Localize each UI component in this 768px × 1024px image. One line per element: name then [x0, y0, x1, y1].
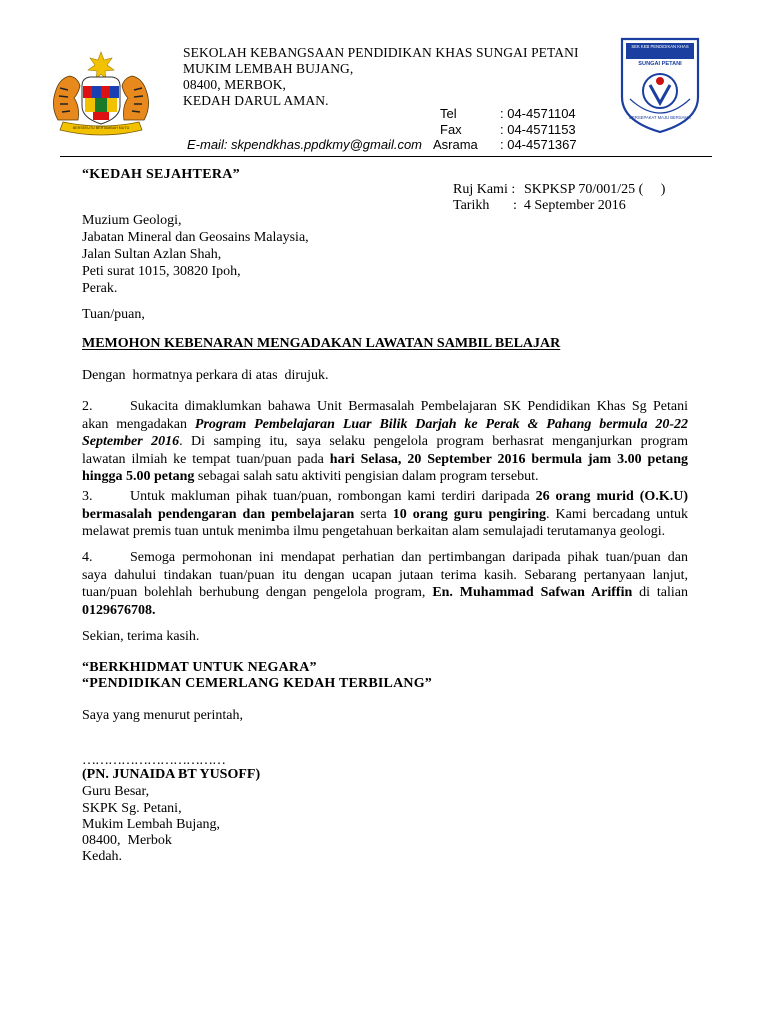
date-label: Tarikh [453, 198, 490, 213]
school-address-line-2: 08400, MERBOK, [183, 77, 287, 92]
p4-text-3a: tuan/puan bolehlah berhubung dengan pengelola program, [82, 585, 433, 600]
p4-text-3c: di talian [632, 585, 688, 600]
signer-line-5: Kedah. [82, 849, 123, 864]
p2-line-4 [82, 451, 688, 469]
p4-line-2: saya dahului tindakan tuan/puan itu dengan ucapan jutaan terima kasih. Sebarang pertanyaan lanjut, [82, 567, 688, 583]
paragraph-3 [82, 488, 688, 541]
signer-line-4: 08400, Merbok [82, 833, 172, 848]
p2-visit-end: hingga 5.00 petang [82, 469, 195, 484]
p3-text-2b: serta [354, 506, 393, 522]
recipient-line-5: Perak. [82, 281, 118, 296]
p2-line-5 [82, 468, 688, 486]
contact-hostel-value: : 04-4571367 [500, 137, 577, 152]
p2-number: 2. [82, 399, 93, 414]
motto-2: “PENDIDIKAN CEMERLANG KEDAH TERBILANG” [82, 676, 432, 691]
recipient-line-3: Jalan Sultan Azlan Shah, [82, 247, 222, 262]
sign-off: Saya yang menurut perintah, [82, 708, 243, 723]
school-badge-logo [618, 35, 702, 135]
opening: Dengan hormatnya perkara di atas dirujuk. [82, 368, 329, 383]
badge-middle-text: SUNGAI PETANI [638, 61, 682, 67]
recipient-line-2: Jabatan Mineral dan Geosains Malaysia, [82, 230, 309, 245]
p3-line-3: melawat premis tuan untuk menimba ilmu pengetahuan berkaitan alam semulajadi terutamanya geologi. [82, 524, 666, 539]
school-address-line-3: KEDAH DARUL AMAN. [183, 93, 329, 108]
header-divider [60, 156, 712, 157]
p4-contact-person: En. Muhammad Safwan Ariffin [432, 585, 633, 600]
p2-text-4a: lawatan ilmiah ke tempat tuan/puan pada [82, 451, 330, 467]
reference-label: Ruj Kami : [453, 182, 516, 197]
p4-phone: 0129676708. [82, 602, 156, 618]
recipient-line-1: Muzium Geologi, [82, 213, 182, 228]
p2-line-2 [82, 416, 688, 434]
recipient-line-4: Peti surat 1015, 30820 Ipoh, [82, 264, 241, 279]
closing: Sekian, terima kasih. [82, 629, 200, 644]
p4-line-1 [82, 549, 688, 567]
p3-text-2d: . Kami bercadang untuk [546, 506, 688, 522]
paragraph-4 [82, 549, 688, 619]
p2-program-date: September 2016 [82, 434, 180, 449]
reference-value: SKPKSP 70/001/25 ( ) [524, 182, 666, 197]
p3-students-type: bermasalah pendengaran dan pembelajaran [82, 506, 355, 522]
p2-line-1 [82, 398, 688, 416]
p2-program-name: Program Pembelajaran Luar Bilik Darjah ke Perak & Pahang bermula 20-22 [194, 416, 688, 432]
p3-students: 26 orang murid (O.K.U) [535, 489, 688, 504]
p3-teachers: 10 orang guru pengiring [392, 506, 547, 522]
crest-motto: BERSEKUTU BERTAMBAH MUTU [72, 126, 130, 130]
date-value: : 4 September 2016 [513, 198, 626, 213]
signer-line-1: Guru Besar, [82, 784, 150, 799]
contact-tel-value: : 04-4571104 [500, 106, 576, 121]
p4-line-3 [82, 584, 688, 602]
p2-line-3 [82, 433, 688, 451]
badge-top-text: SEK KEB PENDIDIKAN KHAS [631, 44, 689, 49]
paragraph-2 [82, 398, 688, 486]
p2-text-1: Sukacita dimaklumkan bahawa Unit Bermasalah Pembelajaran SK Pendidikan Khas Sg Petani [130, 399, 688, 414]
p2-visit-time: hari Selasa, 20 September 2016 bermula jam 3.00 petang [329, 451, 688, 467]
signer-name: (PN. JUNAIDA BT YUSOFF) [82, 767, 261, 782]
signature-line: …………………………… [82, 753, 225, 768]
p4-number: 4. [82, 550, 93, 565]
contact-tel-label: Tel [440, 106, 457, 121]
p3-text-1a: Untuk makluman pihak tuan/puan, rombongan kami terdiri daripada [130, 489, 536, 504]
p2-text-2a: akan mengadakan [82, 416, 195, 432]
school-name: SEKOLAH KEBANGSAAN PENDIDIKAN KHAS SUNGAI PETANI [183, 45, 579, 60]
p2-text-3b: . Di samping itu, saya selaku pengelola program berhasrat menganjurkan program [179, 434, 688, 449]
school-email: E-mail: skpendkhas.ppdkmy@gmail.com [187, 137, 423, 152]
subject-text: MEMOHON KEBENARAN MENGADAKAN LAWATAN SAMBIL BELAJAR [82, 336, 561, 351]
salutation: Tuan/puan, [82, 307, 145, 322]
signer-line-3: Mukim Lembah Bujang, [82, 817, 221, 832]
national-crest-logo [38, 48, 164, 140]
contact-hostel-label: Asrama [433, 137, 478, 152]
greeting-top: “KEDAH SEJAHTERA” [82, 167, 240, 182]
subject [82, 335, 688, 353]
p3-number: 3. [82, 489, 93, 504]
p4-text-1: Semoga permohonan ini mendapat perhatian dan pertimbangan daripada pihak tuan/puan dan [130, 550, 688, 565]
badge-motto-text: BERSEPAKAT MAJU BERSAMA [629, 115, 691, 120]
motto-1: “BERKHIDMAT UNTUK NEGARA” [82, 660, 317, 675]
p2-text-5b: sebagai salah satu aktiviti pengisian dalam program tersebut. [194, 469, 539, 484]
school-address-line-1: MUKIM LEMBAH BUJANG, [183, 61, 354, 76]
signer-line-2: SKPK Sg. Petani, [82, 801, 182, 816]
p3-line-1 [82, 488, 688, 506]
p4-line-4 [82, 602, 688, 620]
p3-line-2 [82, 506, 688, 524]
contact-fax-label: Fax [440, 122, 462, 137]
contact-fax-value: : 04-4571153 [500, 122, 576, 137]
